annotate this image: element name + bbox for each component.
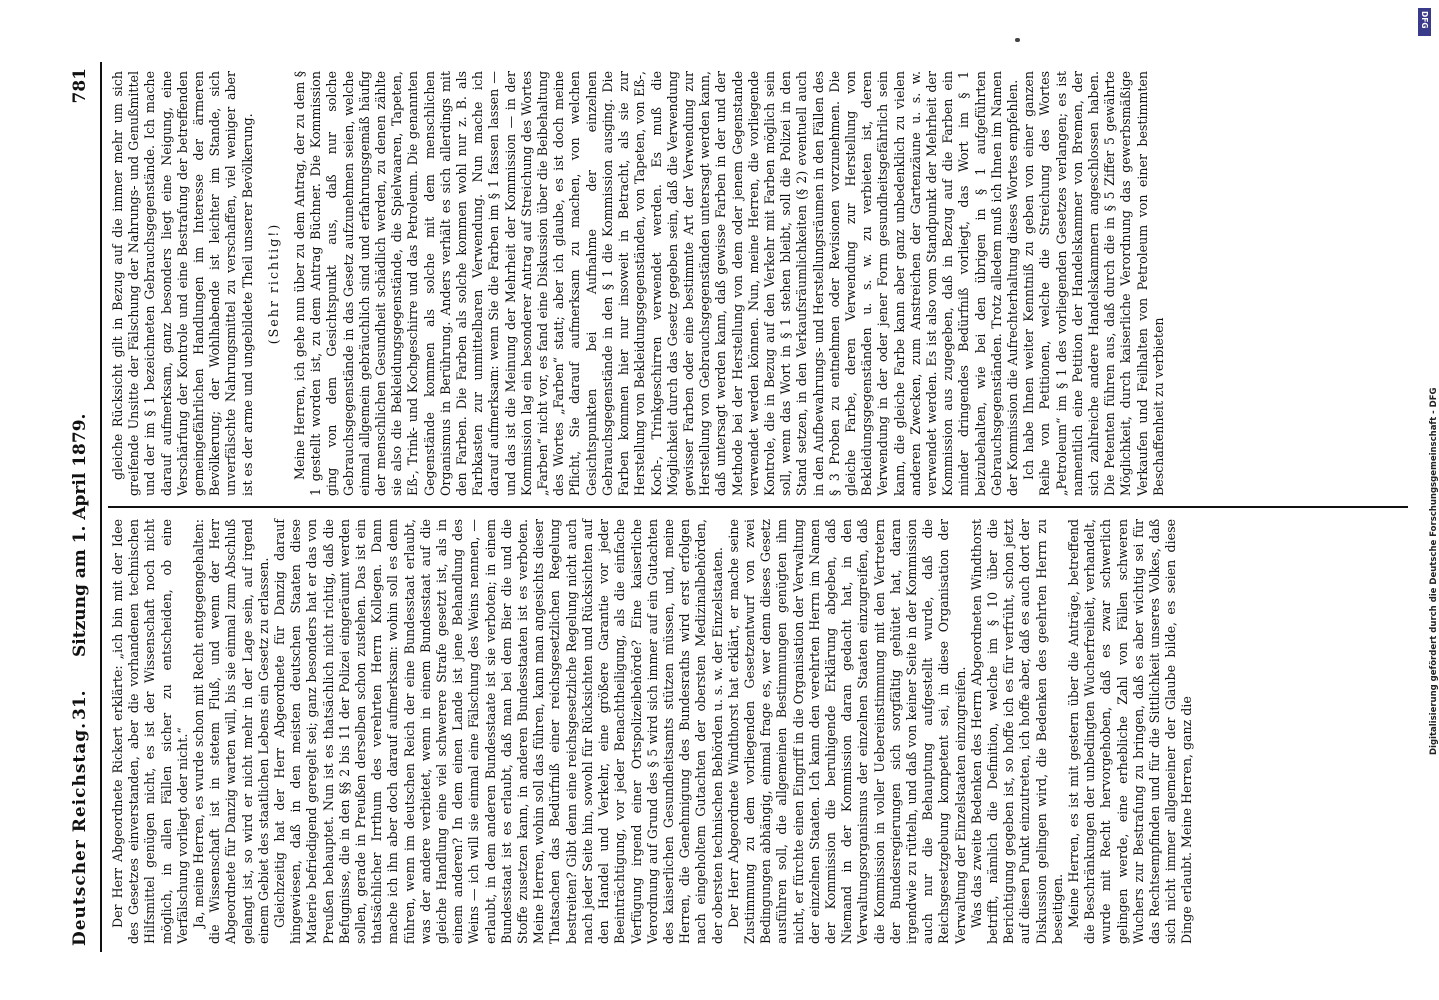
paragraph: Gleichzeitig hat der Herr Abgeordnete für Danzig darauf hingewiesen, daß in den meisten deutschen Staaten diese Materie befriedigend geregelt sei; ganz besonders hat er das von Preußen behauptet. Nun ist es thatsächlich nicht richtig, daß die Befugnisse, die in den §§ 2 bis 11 der Polizei eingeräumt werden sollen, gerade in Preußen derselben schon zustehen. Das ist ein thatsächlicher Irrthum des verehrten Herrn Kollegen. Dann mache ich ihn aber doch darauf aufmerksam: wohin soll es denn führen, wenn im deutschen Reich der eine Bundesstaat erlaubt, was der andere verbietet, wenn in einem Bundesstaat auf die gleiche Handlung eine viel schwerere Strafe gesetzt ist, als in einem anderen? In dem einen Lande ist jene Behandlung des Weins — ich will sie einmal eine Fälschung des Weins nennen, — erlaubt, in dem anderen Bundesstaate ist sie verboten; in einem Bundesstaat ist es erlaubt, daß man bei dem Bier die und die Stoffe zusetzen kann, in anderen Bundesstaaten ist es verboten. Meine Herren, wohin soll das führen, kann man angesichts dieser Thatsachen das Bedürfniß einer reichsgesetzlichen Regelung bestreiten? Gibt denn eine reichsgesetzliche Regelung nicht auch nach jeder Seite hin, sowohl für Rücksichten und Rücksichten auf den Handel und Verkehr, eine größere Garantie vor jeder Beeinträchtigung, vor jeder Benachtheiligung, als die einfache Verfügung irgend einer Ortspolizeibehörde? Eine kaiserliche Verordnung auf Grund des § 5 wird sich immer auf ein Gutachten des kaiserlichen Gesundheitsamts stützen müssen, und, meine Herren, die Genehmigung des Bundesraths wird erst erfolgen nach eingeholtem Gutachten der obersten Medizinalbehörden, der obersten technischen Behörden u. s. w. der Einzelstaaten.: [272, 519, 725, 944]
page-number: 781: [70, 68, 90, 104]
header-title: Deutscher Reichstag.: [70, 721, 90, 946]
credit-text: Digitalisierung gefördert durch die Deutsche Forschungsgemeinschaft - DFG: [1429, 387, 1439, 755]
paragraph: Ich habe Ihnen weiter Kenntniß zu geben von einer ganzen Reihe von Petitionen, welche die Streichung des Wortes „Petroleum“ im § 1 des vorliegenden Gesetzes verlangen; es ist namentlich eine Petition der Handelskammer von Bremen, der sich zahlreiche andere Handelskammern angeschlossen haben. Die Petenten führen aus, daß durch die in § 5 Ziffer 5 gewährte Möglichkeit, durch kaiserliche Verordnung das gewerbsmäßige Verkaufen und Feilhalten von Petroleum von einer bestimmten Beschaffenheit zu verbieten: [1021, 71, 1166, 496]
column-divider: [108, 506, 1408, 508]
text-column-right: [110, 71, 1410, 496]
paragraph: Meine Herren, es ist mit gestern über die Anträge, betreffend die Beschränkungen der unbedingten Wucherfreiheit, verhandelt, wurde mit Recht hervorgehoben, daß es zwar schwerlich gelingen werde, eine erhebliche Zahl von Fällen schweren Wuchers zur Bestrafung zu bringen, daß es aber wichtig sei für das Rechtsempfinden und für die Sittlichkeit unseres Volkes, daß sich nicht immer allgemeiner der Glaube bilde, es seien diese Dinge erlaubt. Meine Herren, ganz die: [1065, 519, 1195, 944]
session-number: 31.: [70, 690, 90, 720]
text-column-left: [110, 519, 1410, 944]
document-page: [62, 62, 1417, 952]
scan-speck: [1015, 38, 1020, 42]
paragraph: Was das zweite Bedenken des Herrn Abgeordneten Windthorst betrifft, nämlich die Definition, welche im § 10 über die Berichtigung gegeben ist, so hoffe ich es für verfrüht, schon jetzt auf diesen Punkt einzutreten, ich hoffe aber, daß es auch dort der Diskussion gelingen wird, die Bedenken des geehrten Herrn zu beseitigen.: [968, 519, 1065, 944]
paragraph: gleiche Rücksicht gilt in Bezug auf die immer mehr um sich greifende Unsitte der Fälschung der Nahrungs- und Genußmittel und der im § 1 bezeichneten Gebrauchsgegenstände. Ich mache darauf aufmerksam, ganz besonders liegt eine Neigung, eine Verschärfung der Kontrole und eine Bestrafung der betreffenden gemeingefährlichen Handlungen im Interesse der ärmeren Bevölkerung; der Wohlhabende ist leichter im Stande, sich unverfälschte Nahrungsmittel zu verschaffen, viel weniger aber ist es der arme und ungebildete Theil unserer Bevölkerung.: [110, 71, 255, 496]
session-date: Sitzung am 1. April 1879.: [70, 413, 90, 657]
rotated-page-content: [62, 62, 1417, 952]
paragraph: Der Herr Abgeordnete Rickert erklärte: „ich bin mit der Idee des Gesetzes einverstanden, aber die vorhandenen technischen Hilfsmittel genügen nicht, es ist der Wissenschaft noch nicht möglich, in allen Fällen sicher zu entscheiden, ob eine Verfälschung vorliegt oder nicht.“: [110, 519, 190, 944]
paragraph: Meine Herren, ich gehe nun über zu dem Antrag, der zu dem § 1 gestellt worden ist, zu dem Antrag Büchner. Die Kommission ging von dem Gesichtspunkt aus, daß nur solche Gebrauchsgegenstände in das Gesetz aufzunehmen seien, welche einmal allgemein gebräuchlich sind und erfahrungsgemäß häufig der menschlichen Gesundheit schädlich werden, zu denen zählte sie also die Bekleidungsgegenstände, die Spielwaaren, Tapeten, Eß-, Trink- und Kochgeschirre und das Petroleum. Die genannten Gegenstände kommen als solche mit dem menschlichen Organismus in Berührung. Anders verhält es sich allerdings mit den Farben. Die Farben als solche kommen wohl nur z. B. als Farbkasten zur unmittelbaren Verwendung. Nun mache ich darauf aufmerksam: wenn Sie die Farben im § 1 fassen lassen — und das ist die Meinung der Mehrheit der Kommission — in der Kommission lag ein besonderer Antrag auf Streichung des Wortes „Farben“ nicht vor, es fand eine Diskussion über die Beibehaltung des Wortes „Farben“ statt; aber ich glaube, es ist doch meine Pflicht, Sie darauf aufmerksam zu machen, von welchen Gesichtspunkten bei Aufnahme der einzelnen Gebrauchsgegenstände in den § 1 die Kommission ausging. Die Farben kommen hier nur insoweit in Betracht, als sie zur Herstellung von Bekleidungsgegenständen, von Tapeten, von Eß-, Koch-, Trinkgeschirren verwendet werden. Es muß die Möglichkeit durch das Gesetz gegeben sein, daß die Verwendung gewisser Farben oder eine bestimmte Art der Verwendung zur Herstellung von Gebrauchsgegenständen untersagt werden kann, daß untersagt werden kann, daß gewisse Farben in der und der Methode bei der Herstellung von dem oder jenem Gegenstande verwendet werden können. Nun, meine Herren, die vorliegende Kontrole, die in Bezug auf den Verkehr mit Farben möglich sein soll, wenn das Wort in § 1 stehen bleibt, soll die Polizei in den Stand setzen, in den Verkaufsräumlichkeiten (§ 2) eventuell auch in den Aufbewahrungs- und Herstellungsräumen in den Fällen des § 3 Proben zu entnehmen oder Revisionen vorzunehmen. Die gleiche Farbe, deren Verwendung zur Herstellung von Bekleidungsgegenständen u. s. w. zu verbieten ist, deren Verwendung in der oder jener Form gesundheitsgefährlich sein kann, die gleiche Farbe kann aber ganz unbedenklich zu vielen anderen Zwecken, zum Anstreichen der Gartenzäune u. s. w. verwendet werden. Es ist also vom Standpunkt der Mehrheit der Kommission aus zugegeben, daß in Bezug auf die Farben ein minder dringendes Bedürfniß vorliegt, das Wort im § 1 beizubehalten, wie bei den übrigen in § 1 aufgeführten Gebrauchsgegenständen. Trotz alledem muß ich Ihnen im Namen der Kommission die Aufrechterhaltung dieses Wortes empfehlen.: [292, 70, 1020, 496]
dfg-logo: DFG: [1418, 8, 1431, 36]
digitization-credit: [1417, 0, 1439, 1000]
page-header: [62, 62, 102, 952]
paragraph: Der Herr Abgeordnete Windthorst hat erklärt, er mache seine Zustimmung zu dem vorliegenden Gesetzentwurf von zwei Bedingungen abhängig, einmal frage es, wer denn dieses Gesetz ausführen soll, die allgemeinen Bestimmungen genügten ihm nicht, er fürchte einen Eingriff in die Organisation der Verwaltung der einzelnen Staaten. Ich kann den verehrten Herrn im Namen der Kommission die beruhigende Erklärung abgeben, daß Niemand in der Kommission daran gedacht hat, in den Verwaltungsorganismus der einzelnen Staaten einzugreifen, daß die Kommission in voller Uebereinstimmung mit den Vertretern der Bundesregierungen sich sorgfältig gehütet hat, daran irgendwie zu rütteln, und daß von keiner Seite in der Kommission auch nur die Behauptung aufgestellt wurde, daß die Reichsgesetzgebung kompetent sei, in diese Organisation der Verwaltung der Einzelstaaten einzugreifen.: [725, 519, 968, 944]
paragraph: Ja, meine Herren, es wurde schon mit Recht entgegengehalten: die Wissenschaft ist in stetem Fluß, und wenn der Herr Abgeordnete für Danzig warten will, bis sie einmal zum Abschluß gelangt ist, so wird er nicht mehr in der Lage sein, auf irgend einem Gebiet des staatlichen Lebens ein Gesetz zu erlassen.: [191, 519, 271, 944]
interjection: (Sehr richtig!): [265, 222, 281, 345]
